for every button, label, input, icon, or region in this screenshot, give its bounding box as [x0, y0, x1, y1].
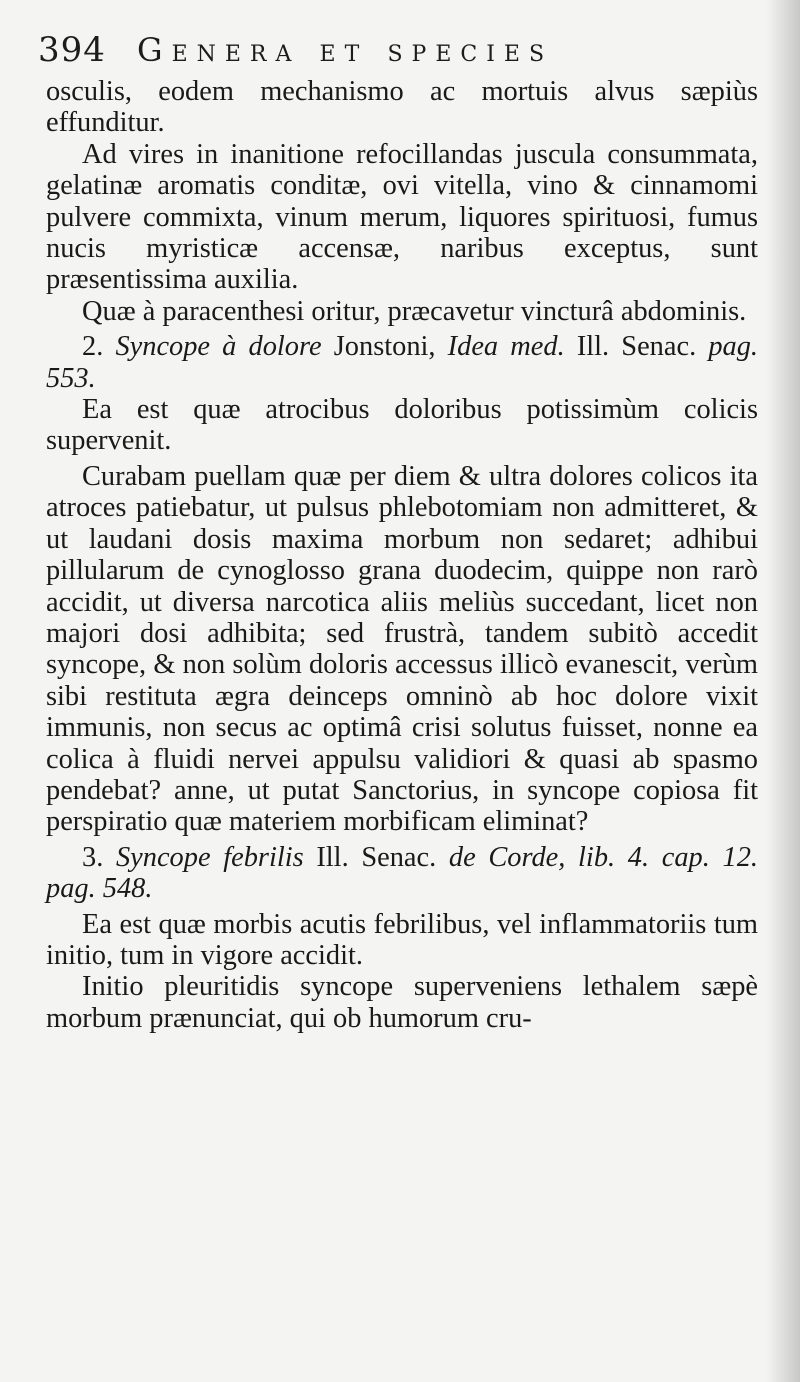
- italic-segment: de Corde, lib. 4. cap. 12. pag. 548.: [46, 841, 758, 905]
- text-segment: 3.: [82, 841, 116, 873]
- text-segment: Curabam puellam quæ per diem & ultra dolores colicos ita atroces patiebatur, ut pulsus phlebotomiam non admitteret, & ut laudani dosis maxima morbum non sedaret; adhibui pillularum de cynoglosso grana duodecim, quippe non rarò accidit, ut diversa narcotica aliis meliùs succedant, licet non majori dosi adhibita; sed frustrà, tandem subitò accedit syncope, & non solùm doloris accessus illicò evanescit, verùm sibi restituta ægra deinceps omninò ab hoc dolore vixit immunis, non secus ac optimâ crisi solutus fuisset, nonne ea colica à fluidi nervei appulsu validiori & quasi ab spasmo pendebat? anne, ut putat Sanctorius, in syncope copiosa fit perspiratio quæ materiem morbificam eliminat?: [46, 460, 758, 838]
- text-segment: osculis, eodem mechanismo ac mortuis alvus sæpiùs effunditur.: [46, 76, 758, 139]
- text-segment: 2.: [82, 331, 116, 363]
- italic-segment: Syncope à dolore: [115, 331, 322, 363]
- paragraph: [46, 461, 758, 838]
- body-text: [46, 76, 758, 1034]
- italic-segment: Idea med.: [447, 331, 565, 363]
- paragraph: [46, 296, 758, 327]
- text-segment: Ad vires in inanitione refocillandas jusculа consummata, gelatinæ aromatis conditæ, ovi vitella, vino & cinnamomi pulvere commixta, vinum merum, liquores spirituosi, fumus nucis myristicæ accensæ, naribus exceptus, sunt præsentissima auxilia.: [46, 138, 758, 296]
- text-segment: Ill. Senac.: [564, 331, 709, 363]
- text-segment: Quæ à paracenthesi oritur, præcavetur vincturâ abdominis.: [82, 295, 747, 327]
- paragraph-citation: [46, 331, 758, 394]
- running-title: Genera et species: [137, 31, 554, 69]
- running-header: [38, 30, 768, 78]
- text-segment: Ea est quæ morbis acutis febrilibus, vel inflammatoriis tum initio, tum in vigore accidit.: [46, 908, 758, 971]
- paragraph: [46, 909, 758, 972]
- paragraph-citation: [46, 842, 758, 905]
- paragraph: [46, 139, 758, 296]
- paragraph: [46, 394, 758, 457]
- paragraph: [46, 971, 758, 1034]
- paragraph: [46, 76, 758, 139]
- text-segment: Ill. Senac.: [303, 841, 449, 873]
- page-number: 394: [38, 30, 106, 70]
- italic-segment: pag. 553.: [46, 331, 759, 394]
- text-segment: Ea est quæ atrocibus doloribus potissimùm colicis supervenit.: [46, 394, 758, 457]
- italic-segment: Syncope febrilis: [115, 841, 304, 873]
- text-segment: Initio pleuritidis syncope superveniens lethalem sæpè morbum prænunciat, qui ob humorum cru-: [46, 971, 758, 1034]
- text-segment: Jonstoni,: [321, 331, 448, 363]
